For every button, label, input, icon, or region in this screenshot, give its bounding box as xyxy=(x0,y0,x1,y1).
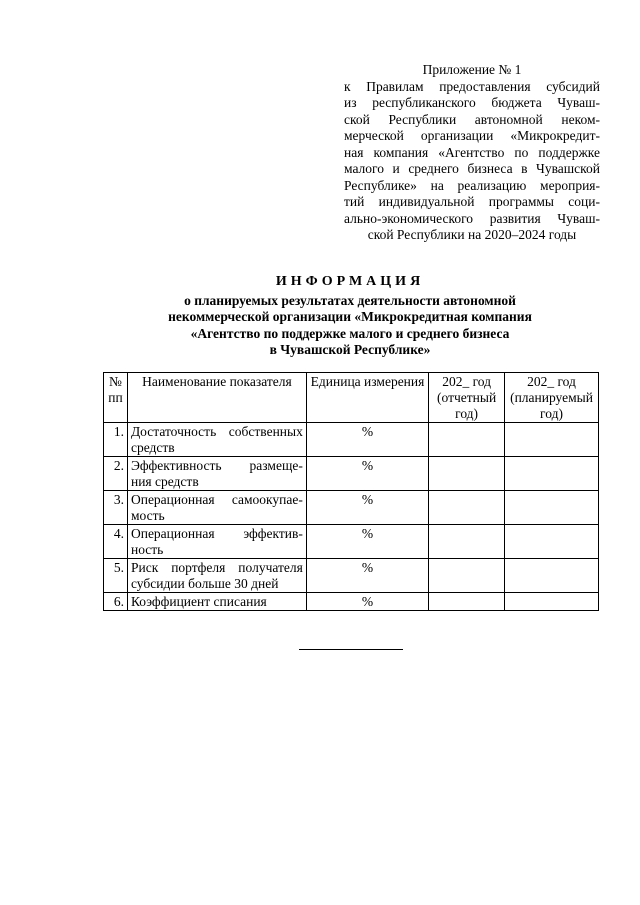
appendix-line: ная компания «Агентство по поддержке xyxy=(344,144,600,160)
row-num: 6. xyxy=(104,593,128,611)
row-planned-value xyxy=(505,491,599,525)
row-reported-value xyxy=(429,423,505,457)
row-name-line: мость xyxy=(130,508,165,523)
row-name-line: Достаточность собственных xyxy=(130,424,303,439)
title-line: в Чувашской Республике» xyxy=(269,342,431,357)
title-line: «Агентство по поддержке малого и среднего бизнеса xyxy=(190,325,510,341)
table-row xyxy=(104,457,599,491)
row-num: 2. xyxy=(104,457,128,491)
title-line: о планируемых результатах деятельности автономной xyxy=(184,292,516,308)
row-name-line: Эффективность размеще- xyxy=(130,458,303,473)
appendix-text xyxy=(344,79,600,244)
appendix-number: Приложение № 1 xyxy=(422,62,522,77)
table-row xyxy=(104,423,599,457)
appendix-line: ально-экономического развития Чуваш- xyxy=(344,210,600,226)
row-planned-value xyxy=(505,559,599,593)
indicators-table xyxy=(103,372,599,611)
document-title xyxy=(100,274,600,359)
row-name-line: Риск портфеля получателя xyxy=(130,560,303,575)
row-num: 3. xyxy=(104,491,128,525)
appendix-line: к Правилам предоставления субсидий xyxy=(344,78,600,94)
row-unit: % xyxy=(306,559,428,593)
row-name-line: Операционная эффектив- xyxy=(130,526,303,541)
row-reported-value xyxy=(429,491,505,525)
row-reported-value xyxy=(429,593,505,611)
header-unit: Единица измерения xyxy=(306,373,428,423)
title-line: некоммерческой организации «Микрокредитная компания xyxy=(168,309,532,324)
table-header-row xyxy=(104,373,599,423)
appendix-line: из республиканского бюджета Чуваш- xyxy=(344,95,600,110)
row-name-line: ность xyxy=(130,542,164,557)
row-name xyxy=(127,593,306,611)
appendix-line: Республике» на реализацию мероприя- xyxy=(344,177,600,193)
row-unit: % xyxy=(306,457,428,491)
header-year-planned: 202_ год (планируемый год) xyxy=(505,373,599,423)
appendix-line: ской Республики автономной неком- xyxy=(344,111,600,127)
row-name-line: ния средств xyxy=(130,474,199,489)
table-row xyxy=(104,559,599,593)
table-row xyxy=(104,491,599,525)
row-name xyxy=(127,457,306,491)
row-name xyxy=(127,559,306,593)
row-num: 4. xyxy=(104,525,128,559)
row-name xyxy=(127,491,306,525)
closing-divider xyxy=(299,649,403,650)
row-unit: % xyxy=(306,525,428,559)
header-num: № пп xyxy=(104,373,128,423)
row-num: 5. xyxy=(104,559,128,593)
row-planned-value xyxy=(505,525,599,559)
row-unit: % xyxy=(306,491,428,525)
table-row xyxy=(104,525,599,559)
row-name xyxy=(127,525,306,559)
row-name-line: Коэффициент списания xyxy=(130,594,267,609)
appendix-block xyxy=(344,62,600,244)
row-unit: % xyxy=(306,423,428,457)
row-name-line: Операционная самоокупае- xyxy=(130,492,303,507)
header-name: Наименование показателя xyxy=(127,373,306,423)
appendix-line: малого и среднего бизнеса в Чувашской xyxy=(344,161,600,176)
appendix-line: мерческой организации «Микрокредит- xyxy=(344,128,600,143)
row-num: 1. xyxy=(104,423,128,457)
row-name-line: субсидии больше 30 дней xyxy=(130,576,279,591)
row-planned-value xyxy=(505,593,599,611)
title-main: ИНФОРМАЦИЯ xyxy=(275,274,425,289)
appendix-line: тий индивидуальной программы соци- xyxy=(344,194,600,209)
row-reported-value xyxy=(429,457,505,491)
appendix-line: ской Республики на 2020–2024 годы xyxy=(367,227,577,242)
row-reported-value xyxy=(429,525,505,559)
row-planned-value xyxy=(505,457,599,491)
row-planned-value xyxy=(505,423,599,457)
row-name xyxy=(127,423,306,457)
header-year-reported: 202_ год (отчетный год) xyxy=(429,373,505,423)
row-name-line: средств xyxy=(130,440,175,455)
table-row xyxy=(104,593,599,611)
row-reported-value xyxy=(429,559,505,593)
row-unit: % xyxy=(306,593,428,611)
